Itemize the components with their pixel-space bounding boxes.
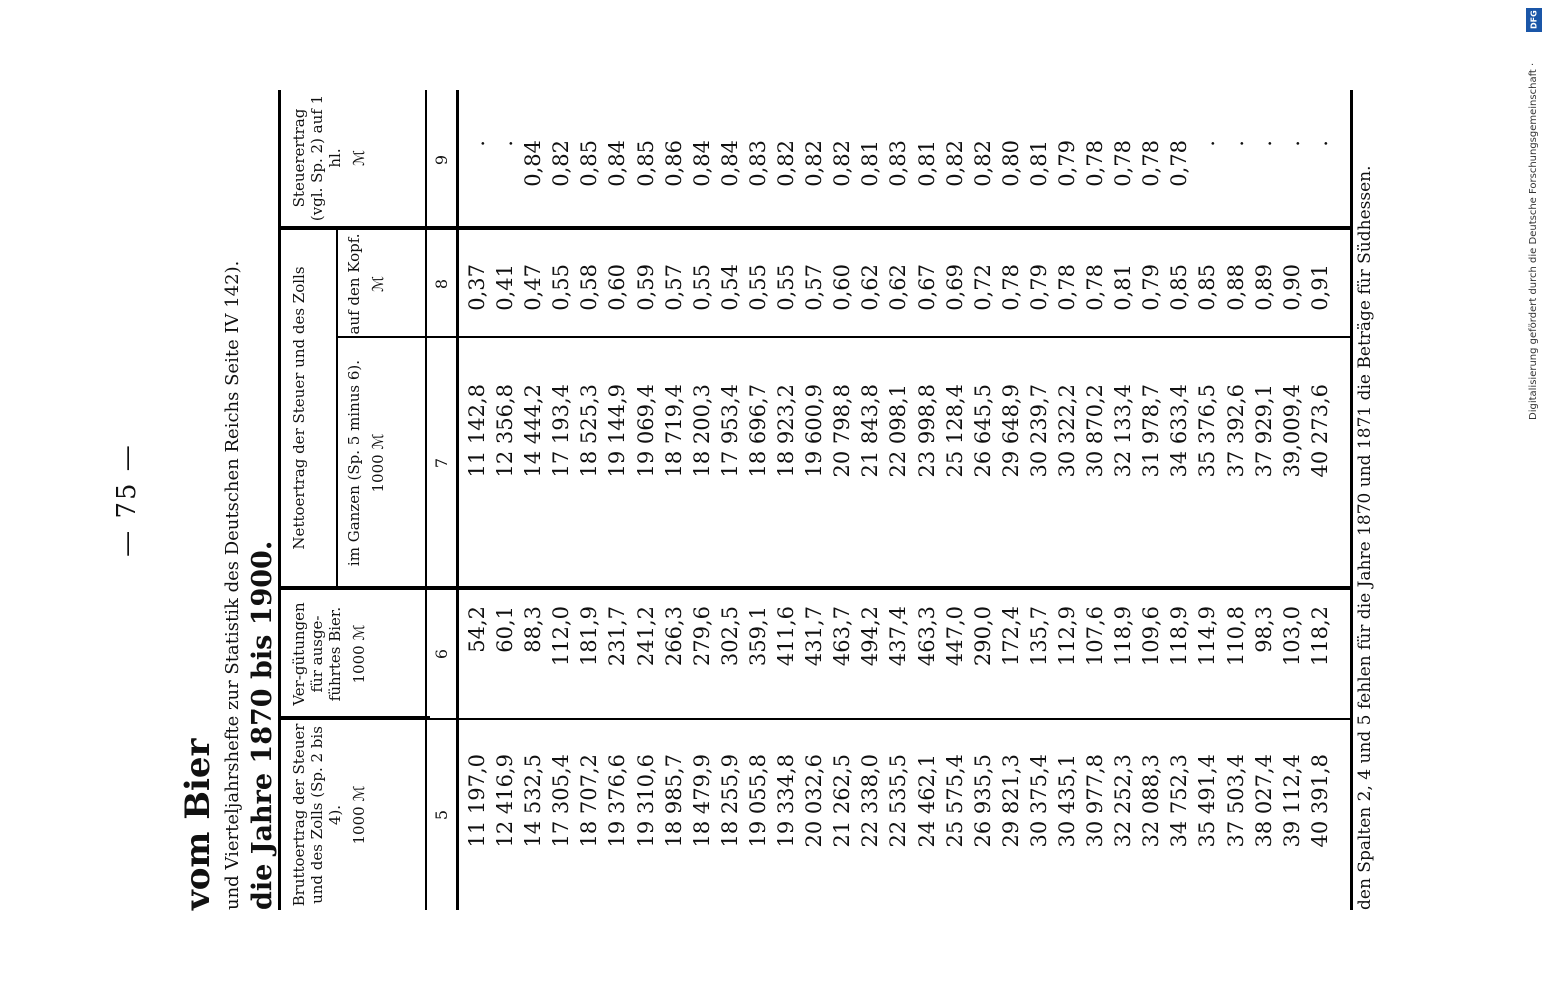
column-5-values [463,754,1334,904]
table-cell: 30 239,7 [1026,384,1051,478]
page-title: vom Bier [178,738,218,910]
table-cell: 266,3 [661,606,686,667]
table-cell: 494,2 [858,606,883,667]
table-cell: 0,81 [914,140,939,187]
table-cell: 302,5 [717,606,742,667]
table-cell: 118,2 [1307,606,1332,667]
col-group-rule [336,230,338,586]
table-cell: 0,78 [1167,140,1192,187]
header-col7-unit: 1000 ℳ [369,433,387,493]
table-cell: 26 935,5 [970,754,995,848]
table-cell: 463,3 [914,606,939,667]
table-cell: 0,62 [886,264,911,311]
colnum-9: 9 [432,154,451,166]
table-cell: 18 525,3 [577,384,602,478]
table-cell: 19 055,8 [745,754,770,848]
header-col6 [290,592,368,716]
table-cell: 18 479,9 [689,754,714,848]
table-colnum-rule [456,90,459,910]
table-cell: 0,90 [1279,264,1304,311]
column-8-values [463,264,1334,328]
table-cell: 18 200,3 [689,384,714,478]
table-cell: 32 088,3 [1139,754,1164,848]
table-cell: 37 503,4 [1223,754,1248,848]
table-cell: 20 032,6 [802,754,827,848]
table-cell: 12 356,8 [493,384,518,478]
table-cell: 241,2 [633,606,658,667]
table-cell: 12 416,9 [493,754,518,848]
table-cell: 0,55 [549,264,574,311]
col-sep-7-8 [338,336,1350,338]
table-cell: 98,3 [1251,606,1276,653]
table-cell: 0,85 [1167,264,1192,311]
table-cell: 181,9 [577,606,602,667]
table-cell: 22 098,1 [886,384,911,478]
table-cell: 0,60 [830,264,855,311]
table-cell: 30 322,2 [1054,384,1079,478]
table-cell: 0,82 [830,140,855,187]
table-cell: 35 491,4 [1195,754,1220,848]
colnum-7: 7 [432,457,451,469]
table-cell: 0,85 [577,140,602,187]
table-cell: 463,7 [830,606,855,667]
table-cell: 54,2 [465,606,489,653]
colnum-5: 5 [432,809,451,821]
table-cell: 34 633,4 [1167,384,1192,478]
header-col6-unit: 1000 ℳ [350,624,368,684]
header-col9-label: Steuerertrag (vgl. Sp. 2) auf 1 hl. [290,94,344,222]
table-cell: 19 334,8 [774,754,799,848]
table-cell: 0,58 [577,264,602,311]
table-cell: 0,37 [465,264,489,311]
table-cell: 40 273,6 [1307,384,1332,478]
header-col9-unit: ℳ [350,149,368,167]
table-cell: 0,84 [717,140,742,187]
col-sep-5-6 [278,716,430,720]
table-cell: 0,81 [1026,140,1051,187]
dfg-logo: DFG [1526,8,1542,32]
table-cell: . [1279,140,1304,147]
table-cell: 88,3 [521,606,546,653]
table-cell: 0,83 [886,140,911,187]
table-cell: 21 843,8 [858,384,883,478]
table-cell: 0,82 [802,140,827,187]
table-cell: 0,59 [633,264,658,311]
table-cell: 0,82 [970,140,995,187]
subtitle-line-2: die Jahre 1870 bis 1900. [247,540,278,910]
table-cell: 29 821,3 [998,754,1023,848]
table-footer-rule [1350,90,1353,910]
table-cell: 37 929,1 [1251,384,1276,478]
table-cell: 11 142,8 [465,384,489,478]
table-cell: 0,69 [942,264,967,311]
table-cell: 0,82 [549,140,574,187]
table-cell: 110,8 [1223,606,1248,667]
table-cell: 0,72 [970,264,995,311]
table-cell: 18 985,7 [661,754,686,848]
footnote: den Spalten 2, 4 und 5 fehlen für die Jahre 1870 und 1871 die Beträge für Südhessen. [1355,165,1375,910]
table-cell: 109,6 [1139,606,1164,667]
table-cell: 32 133,4 [1111,384,1136,478]
table-cell: 0,55 [689,264,714,311]
table-cell: 17 193,4 [549,384,574,478]
header-col6-label: Ver-gütungen für ausge-führtes Bier. [290,602,344,706]
table-cell: 18 719,4 [661,384,686,478]
table-cell: 118,9 [1167,606,1192,667]
header-col7-label: im Ganzen (Sp. 5 minus 6). [345,359,363,567]
table-cell: . [1195,140,1220,147]
table-cell: 11 197,0 [465,754,489,848]
table-cell: 19 376,6 [605,754,630,848]
table-cell: . [493,140,518,147]
table-cell: 118,9 [1111,606,1136,667]
table-cell: 290,0 [970,606,995,667]
table-cell: 0,57 [802,264,827,311]
table-cell: 0,81 [1111,264,1136,311]
table-cell: 0,41 [493,264,518,311]
table-cell: 0,84 [689,140,714,187]
header-group-nettoertrag: Nettoertrag der Steuer und des Zolls [290,266,308,550]
table-cell: . [1307,140,1332,147]
column-7-values [463,384,1334,580]
table-cell: 0,78 [1054,264,1079,311]
table-cell: 38 027,4 [1251,754,1276,848]
table-cell: 30 977,8 [1083,754,1108,848]
page-number: — 75 — [112,443,142,557]
table-cell: 0,55 [745,264,770,311]
table-cell: 34 752,3 [1167,754,1192,848]
table-cell: 14 444,2 [521,384,546,478]
table-cell: 0,54 [717,264,742,311]
table-cell: 0,79 [1139,264,1164,311]
table-cell: 0,78 [998,264,1023,311]
table-cell: 39 112,4 [1279,754,1304,848]
table-cell: 29 648,9 [998,384,1023,478]
header-col5-unit: 1000 ℳ [350,785,368,845]
table-cell: 0,79 [1054,140,1079,187]
table-cell: 0,80 [998,140,1023,187]
table-cell: 0,85 [633,140,658,187]
table-cell: 0,78 [1111,140,1136,187]
table-cell: 0,78 [1083,264,1108,311]
table-cell: 18 255,9 [717,754,742,848]
table-cell: 19 069,4 [633,384,658,478]
table-cell: 172,4 [998,606,1023,667]
table-cell: 0,86 [661,140,686,187]
table-cell: 411,6 [774,606,799,667]
table-cell: 30 870,2 [1083,384,1108,478]
table-cell: 23 998,8 [914,384,939,478]
table-cell: 0,89 [1251,264,1276,311]
table-cell: 0,91 [1307,264,1332,311]
colnum-8: 8 [432,278,451,290]
table-cell: 20 798,8 [830,384,855,478]
table-cell: 0,88 [1223,264,1248,311]
table-cell: 35 376,5 [1195,384,1220,478]
table-cell: 0,82 [942,140,967,187]
table-cell: 0,57 [661,264,686,311]
table-cell: 18 923,2 [774,384,799,478]
header-col8-unit: ℳ [369,275,387,293]
table-header-rule [425,90,427,910]
table-cell: 37 392,6 [1223,384,1248,478]
colnum-6: 6 [432,648,451,660]
table-cell: 22 338,0 [858,754,883,848]
table-cell: 25 575,4 [942,754,967,848]
table-cell: . [465,140,489,147]
table-cell: 0,62 [858,264,883,311]
table-cell: 112,0 [549,606,574,667]
table-cell: 0,83 [745,140,770,187]
table-cell: 0,84 [521,140,546,187]
table-cell: 17 953,4 [717,384,742,478]
header-col9 [290,90,368,226]
table-cell: 0,81 [858,140,883,187]
table-cell: 30 375,4 [1026,754,1051,848]
table-cell: 26 645,5 [970,384,995,478]
header-col8-label: auf den Kopf. [345,233,363,335]
table-cell: 431,7 [802,606,827,667]
table-cell: 135,7 [1026,606,1051,667]
table-cell: 31 978,7 [1139,384,1164,478]
table-cell: 0,60 [605,264,630,311]
table-cell: 18 696,7 [745,384,770,478]
table-cell: 112,9 [1054,606,1079,667]
table-cell: 17 305,4 [549,754,574,848]
table-cell: 107,6 [1083,606,1108,667]
table-cell: . [1251,140,1276,147]
table-cell: 32 252,3 [1111,754,1136,848]
table-cell: . [1223,140,1248,147]
table-cell: 24 462,1 [914,754,939,848]
table-cell: 18 707,2 [577,754,602,848]
table-cell: 39,009,4 [1279,384,1304,478]
table-cell: 60,1 [493,606,518,653]
table-cell: 0,67 [914,264,939,311]
table-cell: 447,0 [942,606,967,667]
table-cell: 19 600,9 [802,384,827,478]
col-sep-8-9 [278,226,1350,230]
table-cell: 19 144,9 [605,384,630,478]
table-cell: 103,0 [1279,606,1304,667]
header-col7 [345,340,387,586]
table-cell: 21 262,5 [830,754,855,848]
table-cell: 0,55 [774,264,799,311]
column-9-values [463,140,1334,220]
table-top-rule [278,90,281,910]
table-cell: 0,85 [1195,264,1220,311]
table-cell: 0,47 [521,264,546,311]
column-6-values [463,606,1334,710]
table-cell: 279,6 [689,606,714,667]
table-cell: 22 535,5 [886,754,911,848]
table-cell: 0,79 [1026,264,1051,311]
table-cell: 437,4 [886,606,911,667]
col-sep-5-6-body [430,718,1350,720]
table-cell: 19 310,6 [633,754,658,848]
table-cell: 0,82 [774,140,799,187]
table-cell: 14 532,5 [521,754,546,848]
table-cell: 40 391,8 [1307,754,1332,848]
table-cell: 114,9 [1195,606,1220,667]
table-cell: 231,7 [605,606,630,667]
header-col8 [345,232,387,336]
table-cell: 0,78 [1083,140,1108,187]
digitization-watermark: Digitalisierung gefördert durch die Deutsche Forschungsgemeinschaft · [1528,62,1539,420]
table-cell: 25 128,4 [942,384,967,478]
table-cell: 30 435,1 [1054,754,1079,848]
table-cell: 0,84 [605,140,630,187]
header-col5-label: Bruttoertrag der Steuer und des Zolls (Sp. 2 bis 4). [290,723,344,907]
table-cell: 359,1 [745,606,770,667]
table-cell: 0,78 [1139,140,1164,187]
subtitle-line-1: und Vierteljahrshefte zur Statistik des Deutschen Reichs Seite IV 142). [222,260,243,910]
header-col5 [290,722,368,908]
col-sep-6-7 [278,586,1350,590]
